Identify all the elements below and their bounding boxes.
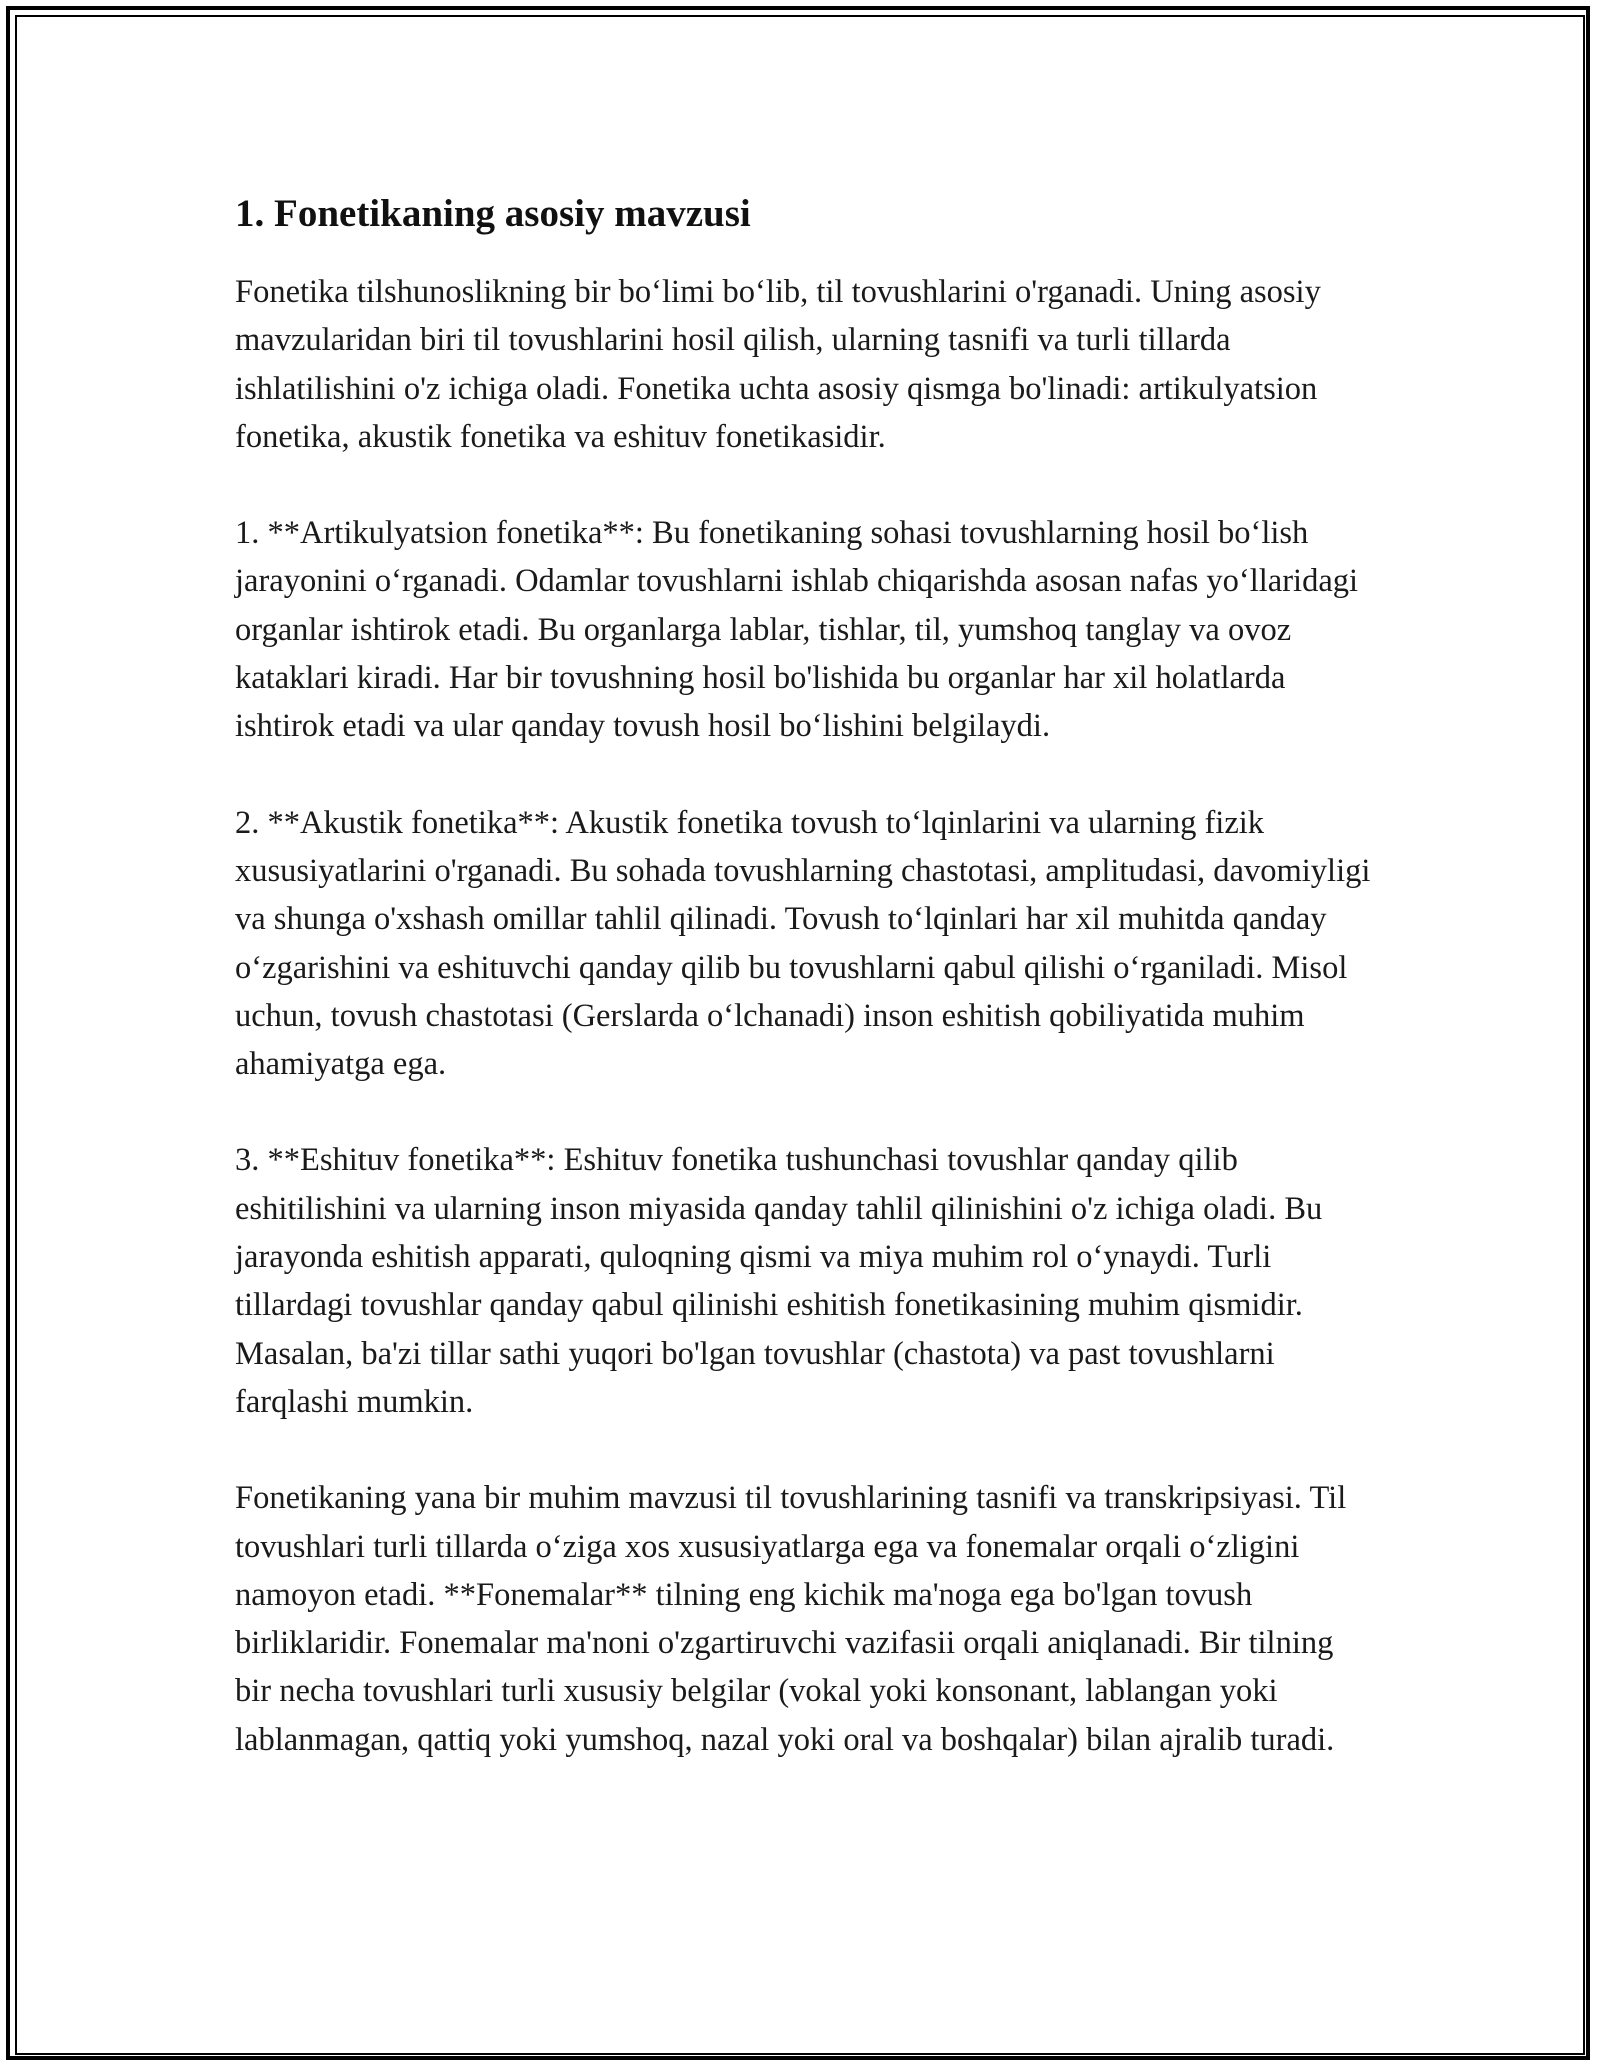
auditory-phonetics-paragraph: 3. **Eshituv fonetika**: Eshituv fonetika tushunchasi tovushlar qanday qilib eshitilishini va ularning inson miyasida qanday tahlil qilinishini o'z ichiga oladi. Bu jarayonda eshitish apparati, quloqning qismi va miya muhim rol o‘ynaydi. Turli tillardagi tovushlar qanday qabul qilinishi eshitish fonetikasining muhim qismidir. Masalan, ba'zi tillar sathi yuqori bo'lgan tovushlar (chastota) va past tovushlarni farqlashi mumkin. — [235, 1142, 1323, 1420]
phonemes-paragraph: Fonetikaning yana bir muhim mavzusi til tovushlarining tasnifi va transkripsiyasi. Til tovushlari turli tillarda o‘ziga xos xususiyatlarga ega va fonemalar orqali o‘zligini namoyon etadi. **Fonemalar** tilning eng kichik ma'noga ega bo'lgan tovush birliklaridir. Fonemalar ma'noni o'zgartiruvchi vazifasii orqali aniqlanadi. Bir tilning bir necha tovushlari turli xususiy belgilar (vokal yoki konsonant, lablangan yoki lablanmagan, qattiq yoki yumshoq, nazal yoki oral va boshqalar) bilan ajralib turadi. — [235, 1480, 1347, 1758]
articulatory-phonetics-paragraph: 1. **Artikulyatsion fonetika**: Bu fonetikaning sohasi tovushlarning hosil bo‘lish jarayonini o‘rganadi. Odamlar tovushlarni ishlab chiqarishda asosan nafas yo‘llaridagi organlar ishtirok etadi. Bu organlarga lablar, tishlar, til, yumshoq tanglay va ovoz kataklari kiradi. Har bir tovushning hosil bo'lishida bu organlar har xil holatlarda ishtirok etadi va ular qanday tovush hosil bo‘lishini belgilaydi. — [235, 515, 1359, 745]
document-body — [235, 186, 1375, 1812]
intro-paragraph: Fonetika tilshunoslikning bir bo‘limi bo‘lib, til tovushlarini o'rganadi. Uning asosiy mavzularidan biri til tovushlarini hosil qilish, ularning tasnifi va turli tillarda ishlatilishini o'z ichiga oladi. Fonetika uchta asosiy qismga bo'linadi: artikulyatsion fonetika, akustik fonetika va eshituv fonetikasidir. — [235, 274, 1321, 455]
section-heading: 1. Fonetikaning asosiy mavzusi — [235, 192, 751, 235]
acoustic-phonetics-paragraph: 2. **Akustik fonetika**: Akustik fonetika tovush to‘lqinlarini va ularning fizik xususiyatlarini o'rganadi. Bu sohada tovushlarning chastotasi, amplitudasi, davomiyligi va shunga o'xshash omillar tahlil qilinadi. Tovush to‘lqinlari har xil muhitda qanday o‘zgarishini va eshituvchi qanday qilib bu tovushlarni qabul qilishi o‘rganiladi. Misol uchun, tovush chastotasi (Gerslarda o‘lchanadi) inson eshitish qobiliyatida muhim ahamiyatga ega. — [235, 804, 1371, 1083]
